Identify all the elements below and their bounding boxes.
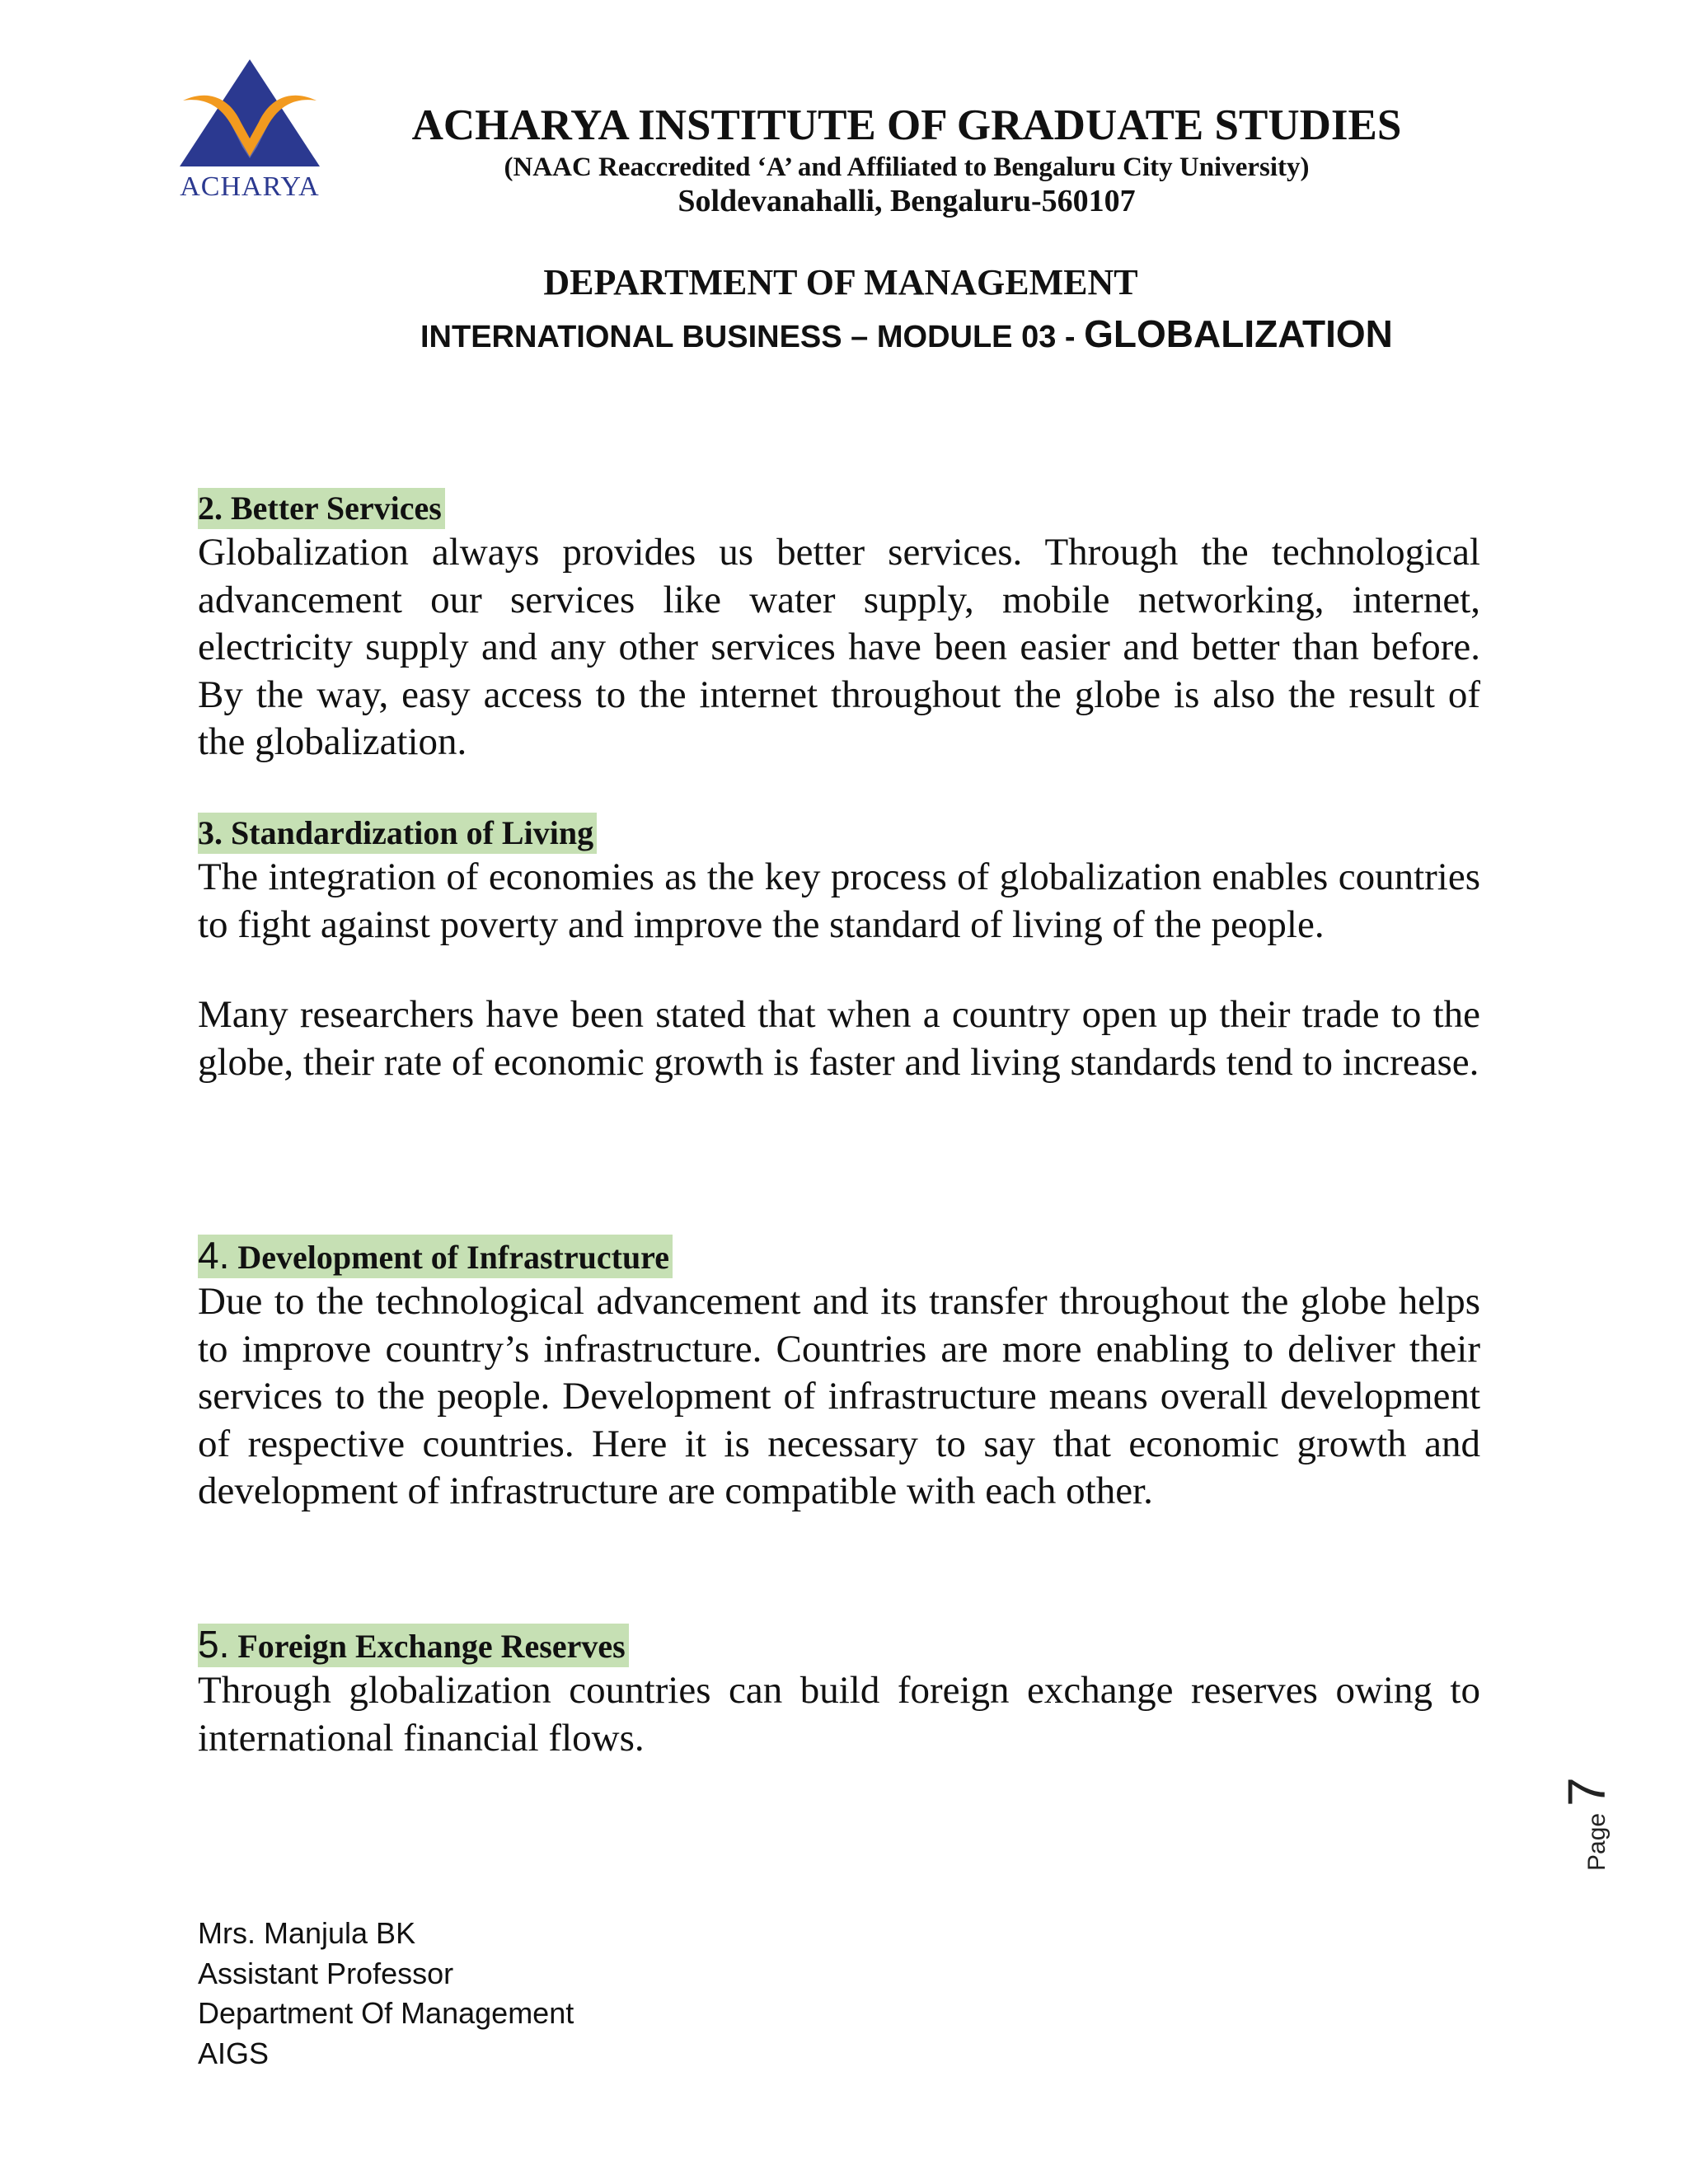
page-number: [1556, 1777, 1647, 1875]
section-heading: [198, 488, 445, 529]
section-heading: [198, 1624, 629, 1667]
section-paragraph: Due to the technological advancement and its transfer throughout the globe helps to improve country’s infrastructure. Countries are more enabling to deliver their services to the people. Development of infrastructure means overall development of respective countries. Here it is necessary to say that economic growth and development of infrastructure are compatible with each other.: [198, 1280, 1480, 1512]
author-institution: AIGS: [198, 2036, 270, 2070]
section-heading: [198, 1235, 673, 1278]
section-number: 5.: [198, 1623, 230, 1666]
section-paragraph: The integration of economies as the key process of globalization enables countries to fight against poverty and improve the standard of living of the people.: [198, 855, 1480, 946]
section-standardization-of-living: [198, 813, 1480, 1086]
section-foreign-exchange-reserves: [198, 1624, 1480, 1762]
author-department: Department Of Management: [198, 1996, 574, 2030]
acharya-logo: [175, 58, 325, 202]
section-title: Better Services: [231, 490, 442, 527]
page-digit: 7: [1557, 1777, 1616, 1807]
institute-name: ACHARYA INSTITUTE OF GRADUATE STUDIES: [411, 101, 1402, 149]
page-label: Page: [1583, 1812, 1611, 1871]
author-name: Mrs. Manjula BK: [198, 1916, 416, 1950]
section-development-of-infrastructure: [198, 1235, 1480, 1516]
section-heading: [198, 813, 597, 854]
institute-address: Soldevanahalli, Bengaluru-560107: [678, 184, 1136, 218]
section-title: Development of Infrastructure: [237, 1239, 669, 1276]
module-title: [420, 312, 1409, 359]
section-number: 2.: [198, 490, 223, 527]
module-prefix: INTERNATIONAL BUSINESS – MODULE 03 -: [420, 320, 1085, 354]
logo-emblem-icon: [175, 58, 325, 173]
module-topic: GLOBALIZATION: [1084, 312, 1393, 355]
author-footer: [198, 1914, 940, 2074]
section-paragraph: Many researchers have been stated that when a country open up their trade to the globe, their rate of economic growth is faster and living standards tend to increase.: [198, 993, 1480, 1084]
author-designation: Assistant Professor: [198, 1956, 454, 1990]
section-paragraph: Through globalization countries can build foreign exchange reserves owing to international financial flows.: [198, 1669, 1480, 1760]
logo-text: ACHARYA: [180, 171, 320, 202]
section-number: 3.: [198, 814, 223, 851]
section-better-services: [198, 488, 1480, 766]
section-paragraph: Globalization always provides us better services. Through the technological advancement our services like water supply, mobile networking, internet, electricity supply and any other services have been easier and better than before. By the way, easy access to the internet throughout the globe is also the result of the globalization.: [198, 531, 1480, 763]
accreditation-line: (NAAC Reaccredited ‘A’ and Affiliated to Bengaluru City University): [504, 152, 1310, 182]
section-title: Standardization of Living: [231, 814, 594, 851]
department-title: DEPARTMENT OF MANAGEMENT: [543, 262, 1138, 302]
section-title: Foreign Exchange Reserves: [237, 1628, 626, 1665]
section-number: 4.: [198, 1234, 230, 1277]
